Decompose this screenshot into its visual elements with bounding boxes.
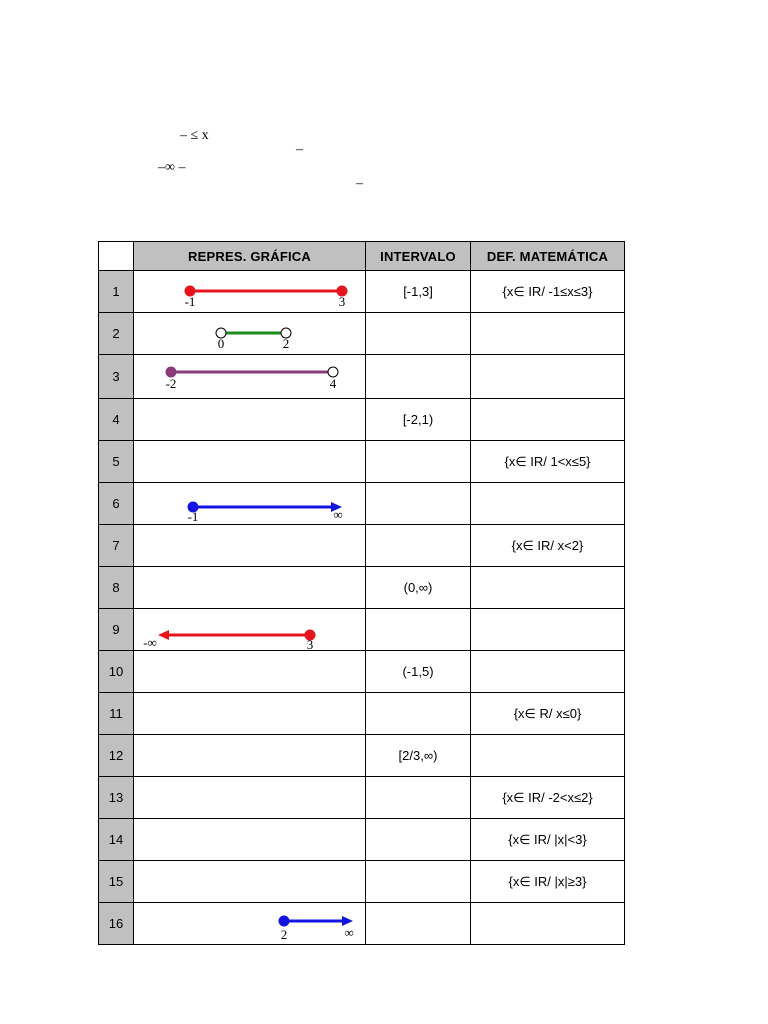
graph-cell — [134, 567, 366, 609]
interval-cell: [-2,1) — [366, 399, 471, 441]
definition-cell — [471, 735, 625, 777]
number-line-graph — [134, 483, 365, 524]
graph-cell — [134, 355, 366, 399]
table-row — [99, 483, 625, 525]
header-fragment-1: – ≤ x — [180, 128, 209, 143]
definition-cell: {x∈ IR/ 1<x≤5} — [471, 441, 625, 483]
interval-cell: [2/3,∞) — [366, 735, 471, 777]
left-endpoint-label: -∞ — [143, 635, 157, 650]
row-number: 3 — [99, 355, 134, 399]
intervals-table — [98, 241, 625, 945]
table-row — [99, 399, 625, 441]
graph-cell — [134, 651, 366, 693]
left-endpoint-label: -1 — [187, 509, 199, 524]
header-fragment-2: – — [296, 142, 303, 157]
definition-cell: {x∈ R/ x≤0} — [471, 693, 625, 735]
table-row — [99, 313, 625, 355]
table-row — [99, 735, 625, 777]
definition-cell: {x∈ IR/ -2<x≤2} — [471, 777, 625, 819]
row-number: 9 — [99, 609, 134, 651]
definition-cell: {x∈ IR/ |x|<3} — [471, 819, 625, 861]
table-row — [99, 777, 625, 819]
table-row — [99, 567, 625, 609]
header-interval: INTERVALO — [366, 242, 471, 271]
interval-cell — [366, 441, 471, 483]
definition-cell — [471, 609, 625, 651]
right-endpoint-label: ∞ — [344, 925, 354, 940]
interval-cell — [366, 313, 471, 355]
left-endpoint-label: 0 — [217, 336, 225, 351]
number-line-graph — [134, 355, 365, 398]
graph-cell — [134, 903, 366, 945]
row-number: 1 — [99, 271, 134, 313]
number-line-graph — [134, 271, 365, 312]
right-endpoint-label: 3 — [338, 294, 346, 309]
table-corner — [99, 242, 134, 271]
left-endpoint-label: -1 — [184, 294, 196, 309]
row-number: 7 — [99, 525, 134, 567]
right-endpoint-label: 2 — [282, 336, 290, 351]
row-number: 14 — [99, 819, 134, 861]
number-line-graph — [134, 903, 365, 944]
graph-cell — [134, 313, 366, 355]
graph-cell — [134, 271, 366, 313]
row-number: 5 — [99, 441, 134, 483]
graph-cell — [134, 525, 366, 567]
row-number: 13 — [99, 777, 134, 819]
right-endpoint-label: ∞ — [333, 507, 343, 522]
table-row — [99, 441, 625, 483]
graph-cell — [134, 735, 366, 777]
definition-cell — [471, 399, 625, 441]
interval-cell — [366, 483, 471, 525]
graph-cell — [134, 483, 366, 525]
interval-cell — [366, 609, 471, 651]
graph-cell — [134, 609, 366, 651]
row-number: 6 — [99, 483, 134, 525]
left-endpoint-label: -2 — [165, 376, 177, 391]
interval-cell — [366, 903, 471, 945]
left-endpoint-label: 2 — [280, 927, 288, 942]
number-line-graph — [134, 609, 365, 650]
table-row — [99, 651, 625, 693]
table-row — [99, 271, 625, 313]
right-endpoint-label: 4 — [329, 376, 337, 391]
graph-cell — [134, 399, 366, 441]
arrow-left-icon — [158, 630, 169, 640]
definition-cell — [471, 903, 625, 945]
table-row — [99, 693, 625, 735]
number-line-graph — [134, 313, 365, 354]
graph-cell — [134, 441, 366, 483]
row-number: 11 — [99, 693, 134, 735]
closed-endpoint — [279, 916, 289, 926]
right-endpoint-label: 3 — [306, 637, 314, 650]
definition-cell — [471, 483, 625, 525]
table-row — [99, 609, 625, 651]
header-fragment-3: –∞ – — [158, 160, 186, 175]
row-number: 16 — [99, 903, 134, 945]
graph-cell — [134, 777, 366, 819]
row-number: 8 — [99, 567, 134, 609]
table-row — [99, 861, 625, 903]
table-row — [99, 355, 625, 399]
interval-cell: (0,∞) — [366, 567, 471, 609]
interval-cell — [366, 777, 471, 819]
interval-cell — [366, 819, 471, 861]
row-number: 4 — [99, 399, 134, 441]
table-row — [99, 903, 625, 945]
interval-cell: (-1,5) — [366, 651, 471, 693]
definition-cell — [471, 313, 625, 355]
row-number: 15 — [99, 861, 134, 903]
table-row — [99, 525, 625, 567]
interval-cell — [366, 525, 471, 567]
interval-cell — [366, 355, 471, 399]
header-graph: REPRES. GRÁFICA — [134, 242, 366, 271]
table-row — [99, 819, 625, 861]
row-number: 10 — [99, 651, 134, 693]
definition-cell: {x∈ IR/ |x|≥3} — [471, 861, 625, 903]
row-number: 2 — [99, 313, 134, 355]
definition-cell — [471, 567, 625, 609]
interval-cell — [366, 861, 471, 903]
row-number: 12 — [99, 735, 134, 777]
graph-cell — [134, 693, 366, 735]
graph-cell — [134, 819, 366, 861]
definition-cell: {x∈ IR/ -1≤x≤3} — [471, 271, 625, 313]
header-fragment-4: – — [356, 176, 363, 191]
interval-cell — [366, 693, 471, 735]
definition-cell — [471, 651, 625, 693]
header-definition: DEF. MATEMÁTICA — [471, 242, 625, 271]
definition-cell — [471, 355, 625, 399]
table-header-row — [99, 242, 625, 271]
graph-cell — [134, 861, 366, 903]
interval-cell: [-1,3] — [366, 271, 471, 313]
definition-cell: {x∈ IR/ x<2} — [471, 525, 625, 567]
